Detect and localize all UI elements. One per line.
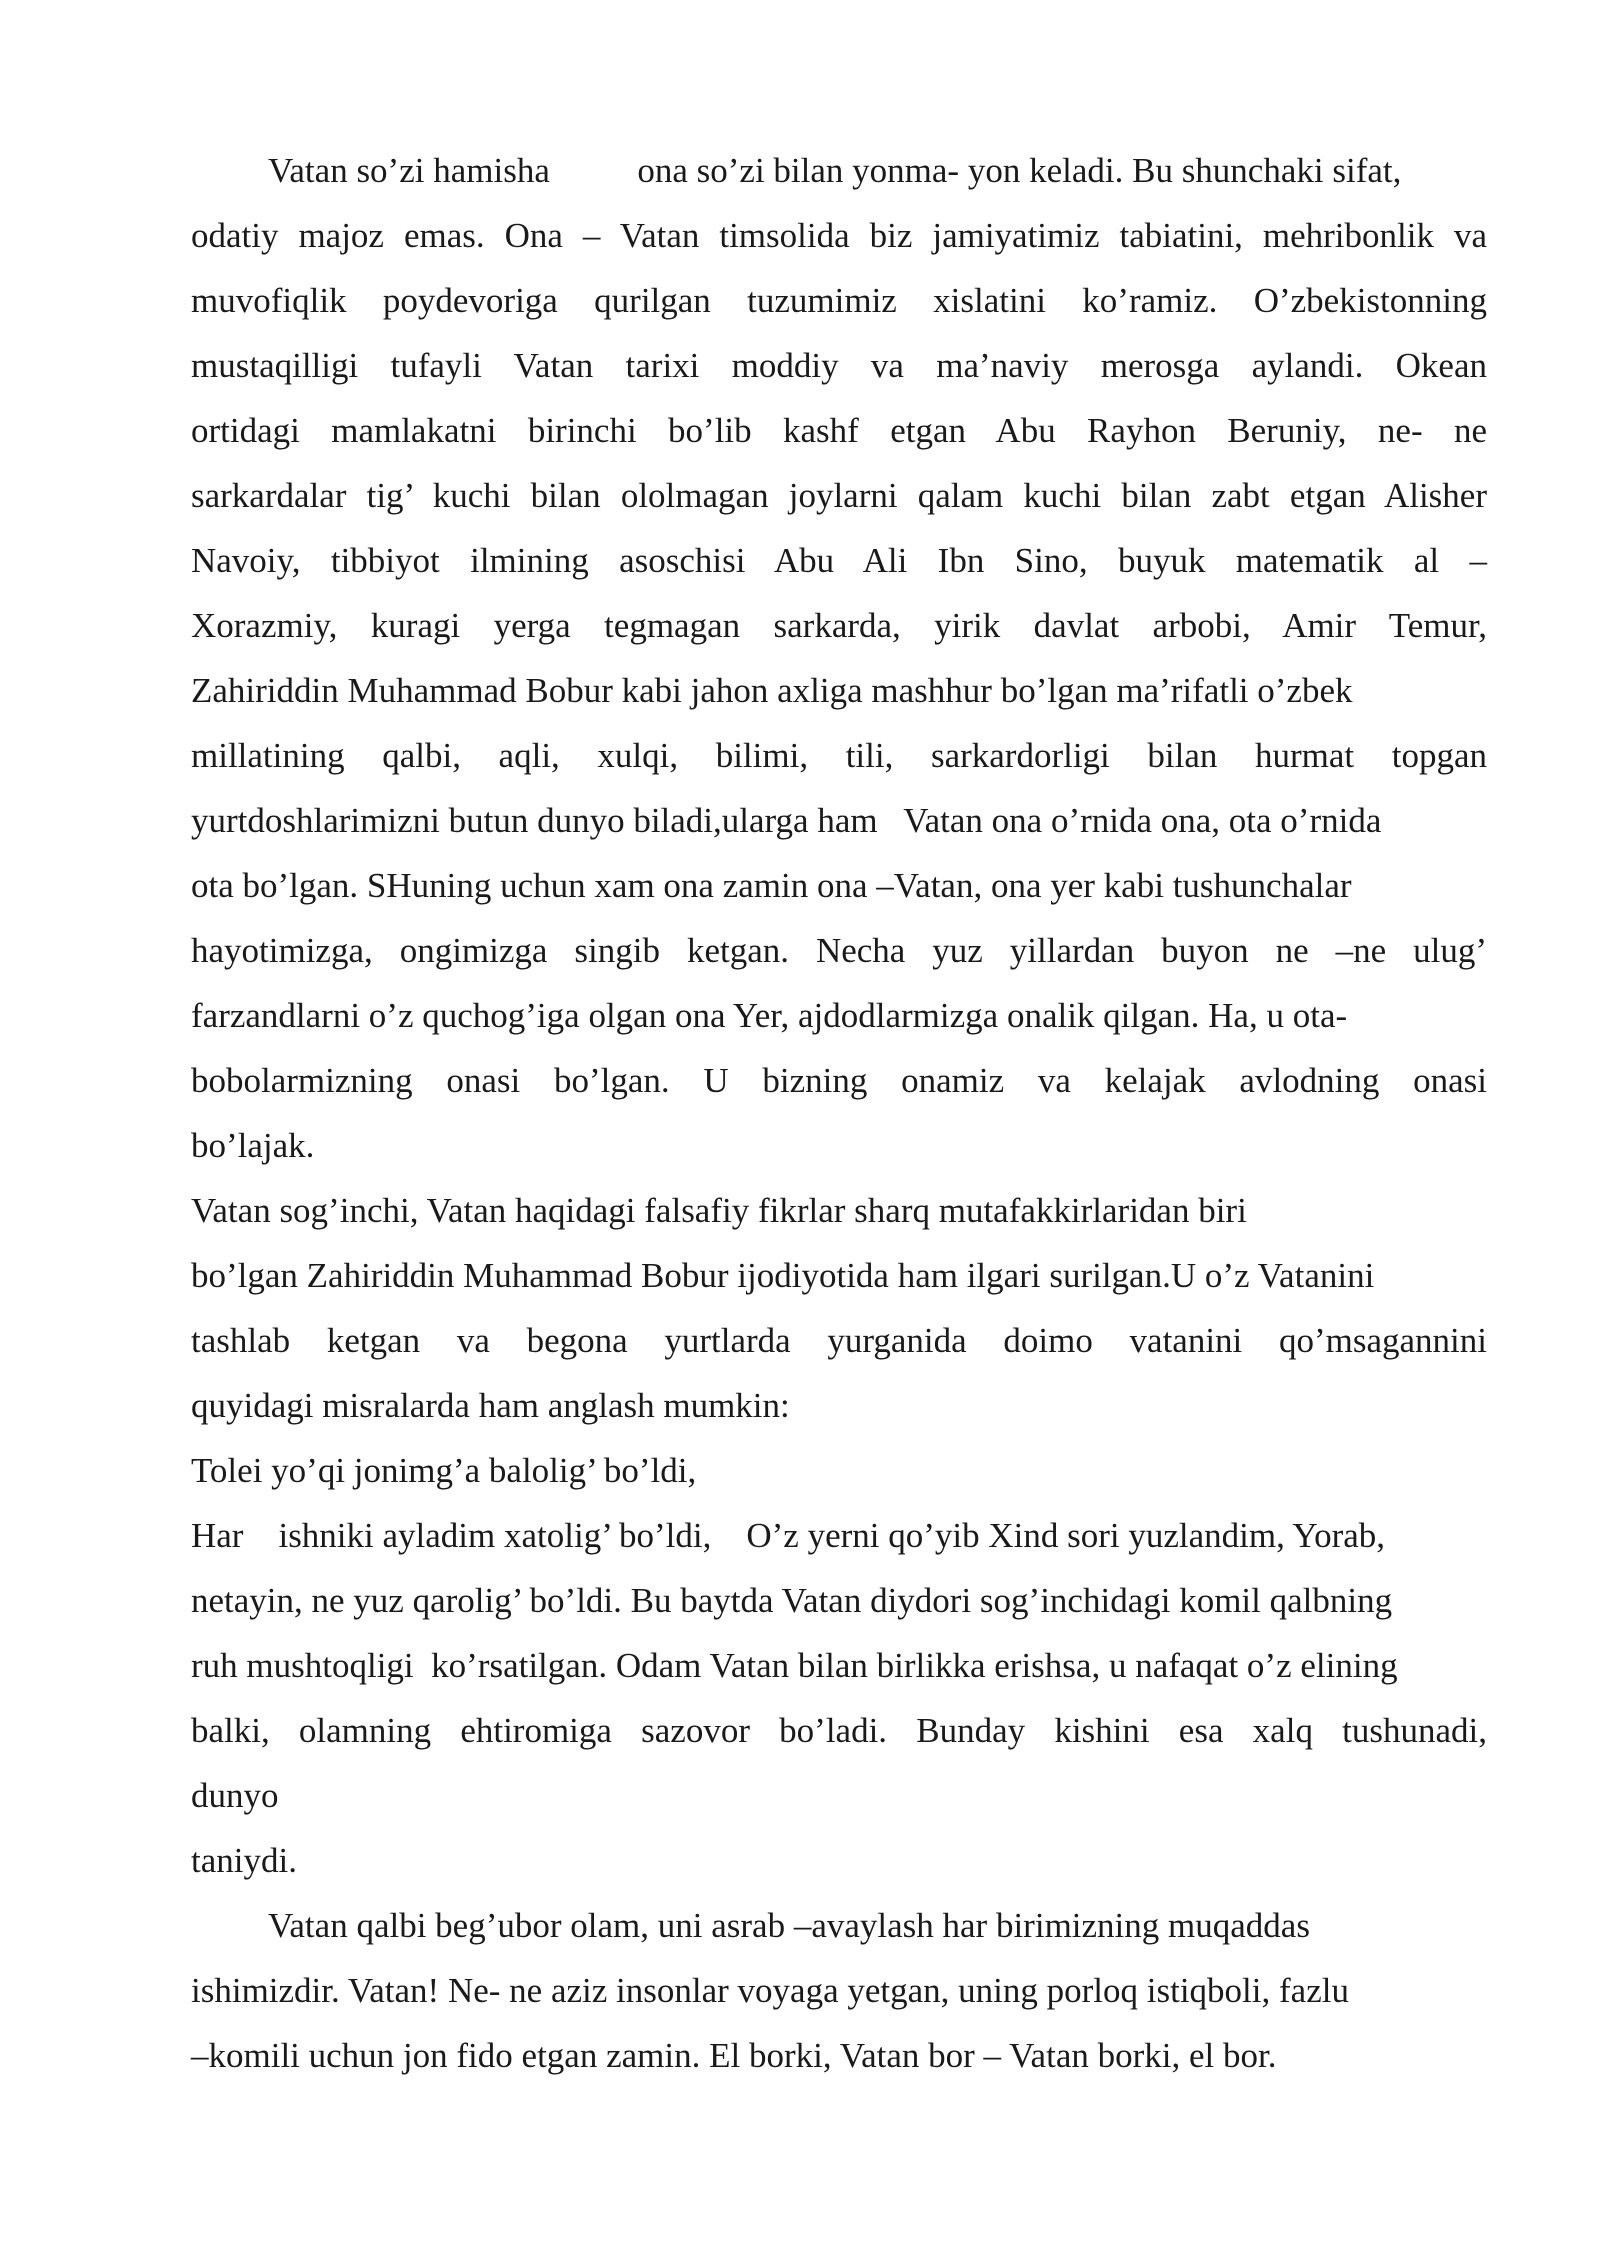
text-line: ortidagi mamlakatni birinchi bo’lib kashf etgan Abu Rayhon Beruniy, ne- ne bbox=[191, 411, 1487, 450]
text-line: ruh mushtoqligi ko’rsatilgan. Odam Vatan bilan birlikka erishsa, u nafaqat o’z elining bbox=[191, 1646, 1398, 1685]
text-line: bobolarmizning onasi bo’lgan. U bizning onamiz va kelajak avlodning onasi bbox=[191, 1061, 1487, 1100]
text-line: Navoiy, tibbiyot ilmining asoschisi Abu Ali Ibn Sino, buyuk matematik al – bbox=[191, 541, 1487, 580]
text-line: bo’lgan Zahiriddin Muhammad Bobur ijodiyotida ham ilgari surilgan.U o’z Vatanini bbox=[191, 1256, 1375, 1295]
text-line: yurtdoshlarimizni butun dunyo biladi,ularga ham Vatan ona o’rnida ona, ota o’rnida bbox=[191, 801, 1382, 840]
text-line: Vatan qalbi beg’ubor olam, uni asrab –avaylash har birimizning muqaddas bbox=[268, 1906, 1310, 1945]
text-line: taniydi. bbox=[191, 1841, 297, 1880]
text-line: netayin, ne yuz qarolig’ bo’ldi. Bu baytda Vatan diydori sog’inchidagi komil qalbning bbox=[191, 1581, 1393, 1620]
text-line: Tolei yo’qi jonimg’a balolig’ bo’ldi, bbox=[191, 1451, 697, 1490]
text-line: bo’lajak. bbox=[191, 1126, 315, 1165]
text-line: millatining qalbi, aqli, xulqi, bilimi, tili, sarkardorligi bilan hurmat topgan bbox=[191, 736, 1487, 775]
text-line: sarkardalar tig’ kuchi bilan ololmagan joylarni qalam kuchi bilan zabt etgan Alisher bbox=[191, 476, 1487, 515]
text-line: Vatan sog’inchi, Vatan haqidagi falsafiy fikrlar sharq mutafakkirlaridan biri bbox=[191, 1191, 1247, 1230]
text-line: hayotimizga, ongimizga singib ketgan. Necha yuz yillardan buyon ne –ne ulug’ bbox=[191, 931, 1487, 970]
text-line: dunyo bbox=[191, 1776, 279, 1815]
text-line: ota bo’lgan. SHuning uchun xam ona zamin ona –Vatan, ona yer kabi tushunchalar bbox=[191, 866, 1352, 905]
text-line: muvofiqlik poydevoriga qurilgan tuzumimiz xislatini ko’ramiz. O’zbekistonning bbox=[191, 281, 1487, 320]
text-line: tashlab ketgan va begona yurtlarda yurganida doimo vatanini qo’msagannini bbox=[191, 1321, 1487, 1360]
text-line: ishimizdir. Vatan! Ne- ne aziz insonlar voyaga yetgan, uning porloq istiqboli, fazlu bbox=[191, 1971, 1349, 2010]
text-line: Zahiriddin Muhammad Bobur kabi jahon axliga mashhur bo’lgan ma’rifatli o’zbek bbox=[191, 671, 1353, 710]
text-line: Har ishniki ayladim xatolig’ bo’ldi, O’z yerni qo’yib Xind sori yuzlandim, Yorab, bbox=[191, 1516, 1386, 1555]
text-line: Vatan so’zi hamisha ona so’zi bilan yonma- yon keladi. Bu shunchaki sifat, bbox=[268, 151, 1402, 190]
text-line: mustaqilligi tufayli Vatan tarixi moddiy va ma’naviy merosga aylandi. Okean bbox=[191, 346, 1487, 385]
text-line: farzandlarni o’z quchog’iga olgan ona Yer, ajdodlarmizga onalik qilgan. Ha, u ota- bbox=[191, 996, 1348, 1035]
text-line: –komili uchun jon fido etgan zamin. El borki, Vatan bor – Vatan borki, el bor. bbox=[191, 2036, 1277, 2075]
text-line: quyidagi misralarda ham anglash mumkin: bbox=[191, 1386, 790, 1425]
text-line: Xorazmiy, kuragi yerga tegmagan sarkarda, yirik davlat arbobi, Amir Temur, bbox=[191, 606, 1487, 645]
text-line: odatiy majoz emas. Ona – Vatan timsolida biz jamiyatimiz tabiatini, mehribonlik va bbox=[191, 216, 1487, 255]
text-line: balki, olamning ehtiromiga sazovor bo’ladi. Bunday kishini esa xalq tushunadi, bbox=[191, 1711, 1487, 1750]
